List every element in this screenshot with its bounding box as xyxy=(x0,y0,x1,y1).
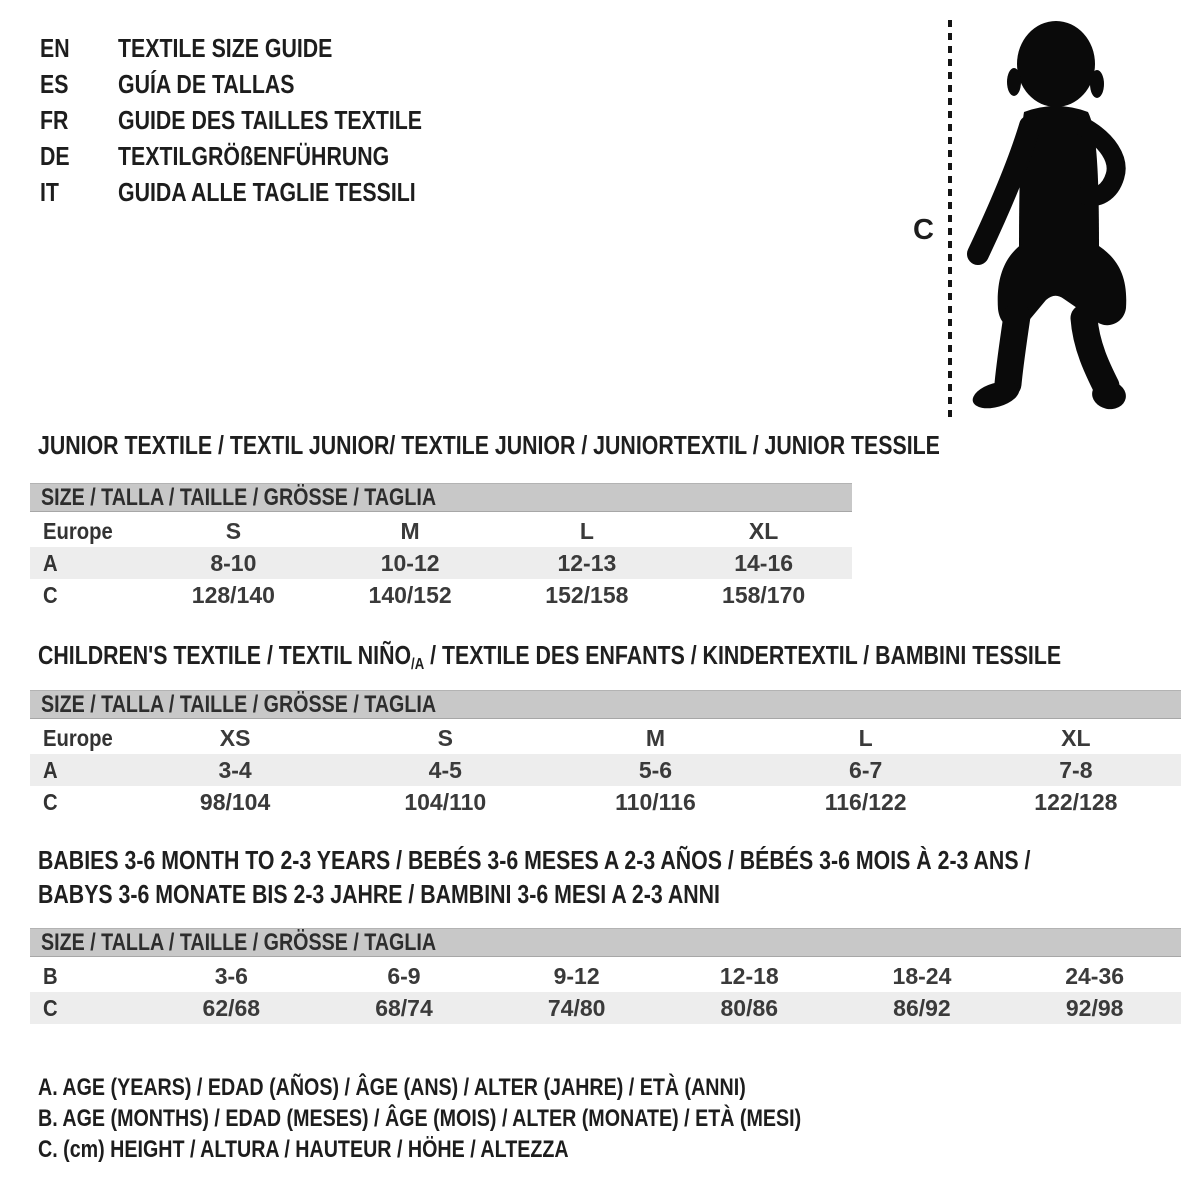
size-cell: 74/80 xyxy=(547,994,606,1021)
size-cell: 3-4 xyxy=(218,756,252,783)
size-cell: XL xyxy=(748,517,779,544)
height-measure-label: C xyxy=(913,214,934,246)
size-cell: 110/116 xyxy=(615,788,696,815)
table-row xyxy=(30,515,852,547)
language-row-de xyxy=(40,138,489,174)
size-cell: 8-10 xyxy=(210,549,257,576)
size-cell: 7-8 xyxy=(1059,756,1093,783)
height-dashed-line xyxy=(948,20,952,418)
size-cell: 62/68 xyxy=(202,994,261,1021)
baby-silhouette-icon xyxy=(960,18,1140,418)
language-title: TEXTILE SIZE GUIDE xyxy=(118,33,333,63)
language-code: EN xyxy=(40,33,70,63)
size-cell: M xyxy=(400,517,420,544)
language-title: GUIDA ALLE TAGLIE TESSILI xyxy=(118,177,416,207)
size-cell: 128/140 xyxy=(191,581,275,608)
language-row-es xyxy=(40,66,489,102)
language-title: GUIDE DES TAILLES TEXTILE xyxy=(118,105,423,135)
size-cell: 158/170 xyxy=(722,581,806,608)
size-cell: 12-18 xyxy=(719,962,779,989)
size-cell: S xyxy=(225,517,242,544)
row-label: A xyxy=(43,756,58,783)
size-cell: S xyxy=(437,724,453,751)
size-cell: 10-12 xyxy=(380,549,440,576)
size-cell: XS xyxy=(219,724,251,751)
row-label: C xyxy=(43,581,58,608)
babies-size-table xyxy=(30,928,1181,1024)
legend-line-a: A. AGE (YEARS) / EDAD (AÑOS) / ÂGE (ANS) / ALTER (JAHRE) / ETÀ (ANNI) xyxy=(38,1074,746,1101)
table-row xyxy=(30,786,1181,818)
row-label: C xyxy=(43,994,58,1021)
children-section-title: CHILDREN'S TEXTILE / TEXTIL NIÑO/A / TEXTILE DES ENFANTS / KINDERTEXTIL / BAMBINI TESSILE xyxy=(38,640,1062,673)
language-code: FR xyxy=(40,105,69,135)
table-row xyxy=(30,992,1181,1024)
size-cell: 86/92 xyxy=(893,994,951,1021)
row-label: B xyxy=(43,962,58,989)
language-row-fr xyxy=(40,102,489,138)
size-header-band: SIZE / TALLA / TAILLE / GRÖSSE / TAGLIA xyxy=(30,928,1181,957)
size-cell: 12-13 xyxy=(557,549,617,576)
size-cell: 6-9 xyxy=(387,962,421,989)
legend-line-c: C. (cm) HEIGHT / ALTURA / HAUTEUR / HÖHE / ALTEZZA xyxy=(38,1136,569,1163)
row-label: A xyxy=(43,549,58,576)
size-cell: 4-5 xyxy=(428,756,462,783)
size-header-band: SIZE / TALLA / TAILLE / GRÖSSE / TAGLIA xyxy=(30,690,1181,719)
size-cell: 140/152 xyxy=(368,581,452,608)
language-list xyxy=(40,30,489,210)
size-cell: L xyxy=(858,724,873,751)
size-cell: 6-7 xyxy=(849,756,883,783)
size-cell: 98/104 xyxy=(199,788,271,815)
language-code: ES xyxy=(40,69,69,99)
size-header-band: SIZE / TALLA / TAILLE / GRÖSSE / TAGLIA xyxy=(30,483,852,512)
size-cell: 80/86 xyxy=(720,994,779,1021)
size-cell: M xyxy=(645,724,666,751)
language-code: IT xyxy=(40,177,59,207)
size-cell: 92/98 xyxy=(1065,994,1124,1021)
language-row-it xyxy=(40,174,489,210)
row-label: Europe xyxy=(43,724,113,751)
table-row xyxy=(30,722,1181,754)
size-cell: 9-12 xyxy=(553,962,600,989)
size-cell: 5-6 xyxy=(638,756,673,783)
language-row-en xyxy=(40,30,489,66)
junior-section-title: JUNIOR TEXTILE / TEXTIL JUNIOR/ TEXTILE JUNIOR / JUNIORTEXTIL / JUNIOR TESSILE xyxy=(38,430,940,460)
babies-section-title: BABIES 3-6 MONTH TO 2-3 YEARS / BEBÉS 3-6 MESES A 2-3 AÑOS / BÉBÉS 3-6 MOIS À 2-3 ANS / BABYS 3-6 MONATE BIS 2-3 JAHRE / BAMBINI 3-6 MESI A 2-3 ANNI xyxy=(38,845,1031,909)
size-cell: 152/158 xyxy=(545,581,629,608)
size-cell: L xyxy=(579,517,594,544)
legend xyxy=(38,1072,969,1165)
title-subscript: /A xyxy=(411,656,425,673)
table-row xyxy=(30,960,1181,992)
children-size-table xyxy=(30,690,1181,818)
table-row xyxy=(30,754,1181,786)
row-label: C xyxy=(43,788,58,815)
size-cell: 18-24 xyxy=(892,962,952,989)
row-label: Europe xyxy=(43,517,113,544)
size-cell: 104/110 xyxy=(404,788,487,815)
table-row xyxy=(30,579,852,611)
language-title: GUÍA DE TALLAS xyxy=(118,69,295,99)
size-cell: 24-36 xyxy=(1065,962,1125,989)
language-title: TEXTILGRÖßENFÜHRUNG xyxy=(118,141,390,171)
size-cell: 14-16 xyxy=(734,549,794,576)
size-cell: 68/74 xyxy=(375,994,433,1021)
junior-size-table xyxy=(30,483,852,611)
size-cell: 116/122 xyxy=(824,788,907,815)
size-cell: 3-6 xyxy=(214,962,248,989)
size-cell: XL xyxy=(1061,724,1091,751)
legend-line-b: B. AGE (MONTHS) / EDAD (MESES) / ÂGE (MOIS) / ALTER (MONATE) / ETÀ (MESI) xyxy=(38,1105,802,1132)
language-code: DE xyxy=(40,141,70,171)
size-cell: 122/128 xyxy=(1034,788,1118,815)
table-row xyxy=(30,547,852,579)
